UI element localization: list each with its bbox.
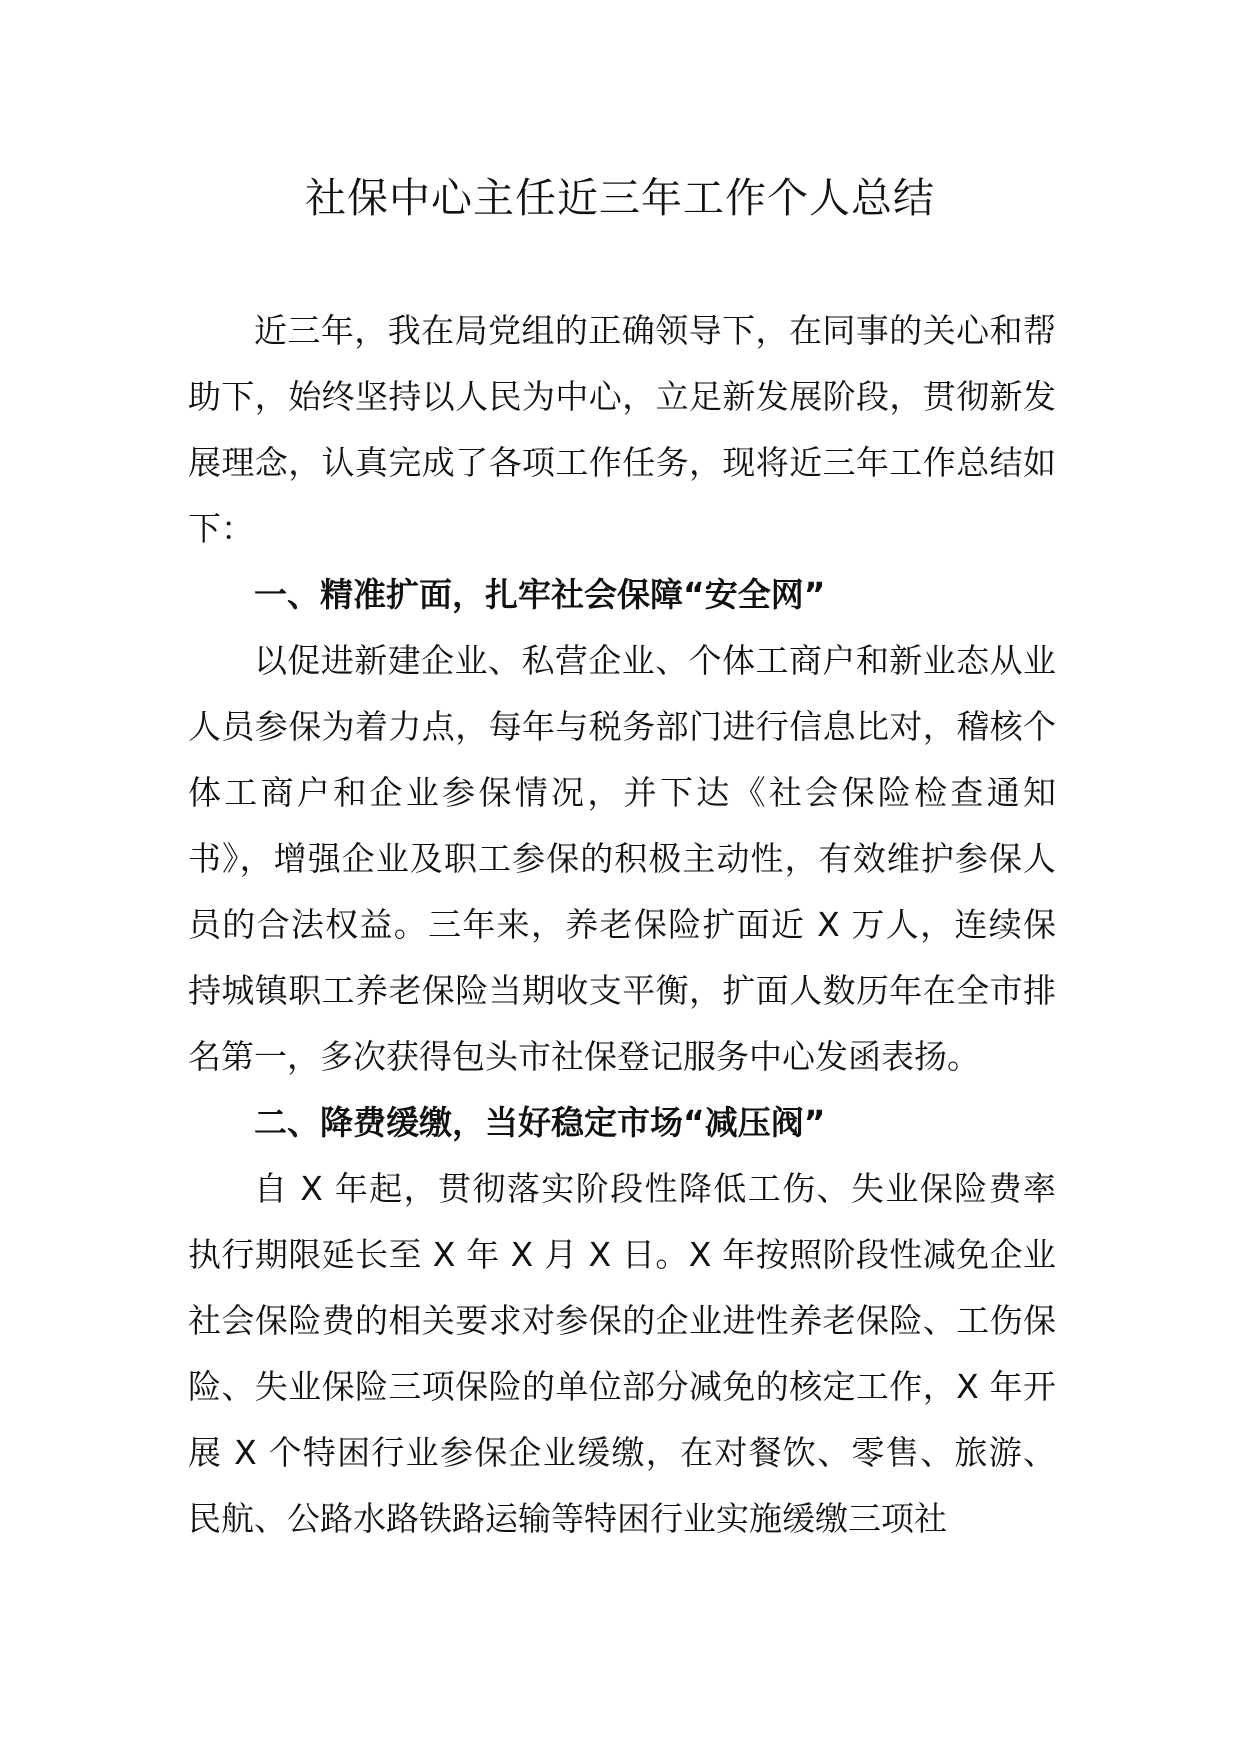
intro-paragraph: 近三年，我在局党组的正确领导下，在同事的关心和帮助下，始终坚持以人民为中心，立足新发展阶段，贯彻新发展理念，认真完成了各项工作任务，现将近三年工作总结如下： xyxy=(188,311,1056,548)
section-1-paragraph: 以促进新建企业、私营企业、个体工商户和新业态从业人员参保为着力点，每年与税务部门进行信息比对，稽核个体工商户和企业参保情况，并下达《社会保险检查通知书》，增强企业及职工参保的积极主动性，有效维护参保人员的合法权益。三年来，养老保险扩面近 X 万人，连续保持城镇职工养老保险当期收支平衡，扩面人数历年在全市排名第一，多次获得包头市社保登记服务中心发函表扬。 xyxy=(188,641,1056,1076)
section-heading-1: 一、精准扩面，扎牢社会保障“安全网” xyxy=(254,575,826,614)
document-title: 社保中心主任近三年工作个人总结 xyxy=(305,174,935,222)
section-2-paragraph: 自 X 年起，贯彻落实阶段性降低工伤、失业保险费率执行期限延长至 X 年 X 月 X 日。X 年按照阶段性减免企业社会保险费的相关要求对参保的企业进性养老保险、工伤保险、失业保险三项保险的单位部分减免的核定工作，X 年开展 X 个特困行业参保企业缓缴，在对餐饮、零售、旅游、民航、公路水路铁路运输等特困行业实施缓缴三项社 xyxy=(188,1169,1056,1538)
document-body xyxy=(188,298,1056,1552)
section-heading-2: 二、降费缓缴，当好稳定市场“减压阀” xyxy=(254,1103,826,1142)
